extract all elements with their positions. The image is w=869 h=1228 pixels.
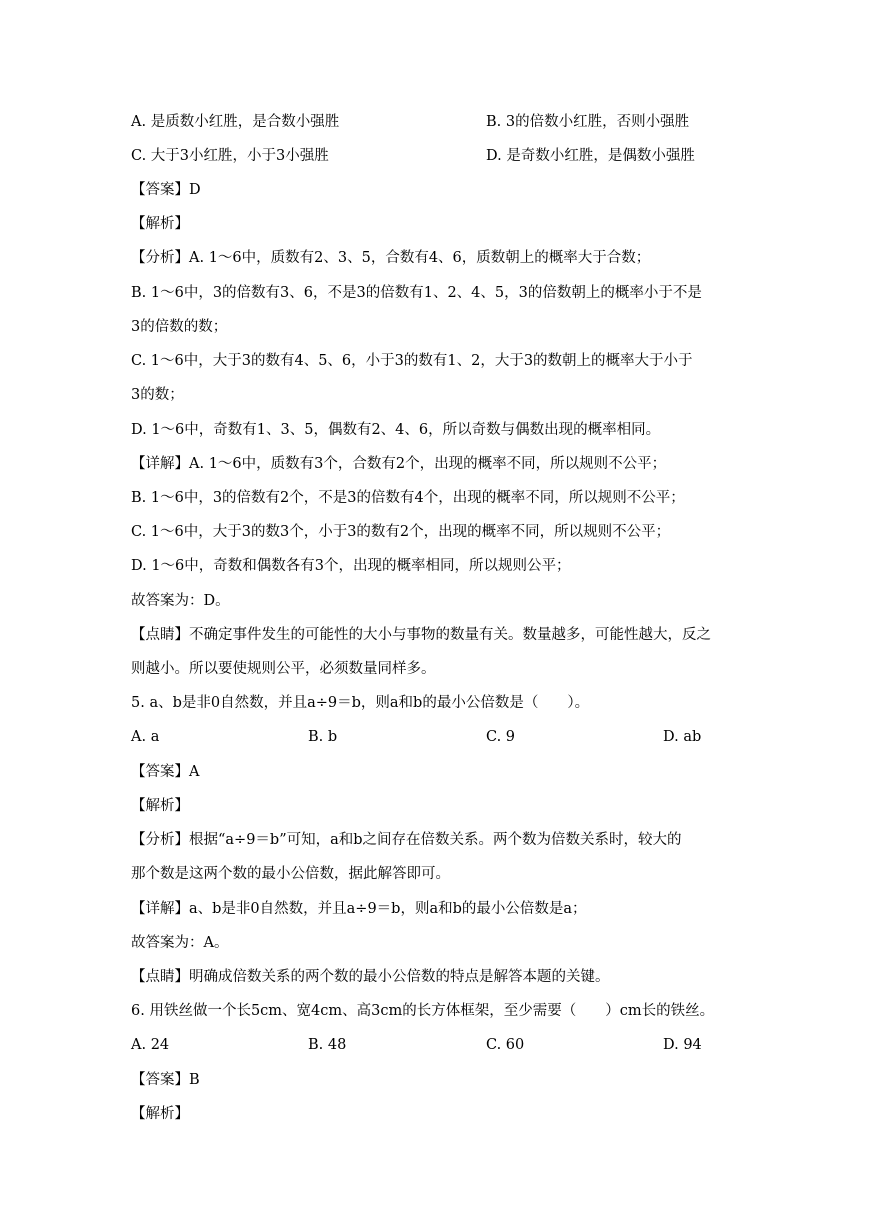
q4-fenxi-line: C. 1～6中，大于3的数有4、5、6，小于3的数有1、2，大于3的数朝上的概率大于小于 [131,353,693,369]
q4-analysis-heading: 【解析】 [131,216,189,232]
q4-option-c: C. 大于3小红胜，小于3小强胜 [131,148,329,164]
q5-conclusion: 故答案为：A。 [131,935,229,951]
q4-option-d: D. 是奇数小红胜，是偶数小强胜 [486,148,695,164]
q5-stem: 5. a、b是非0自然数，并且a÷9＝b，则a和b的最小公倍数是（ ）。 [131,695,590,711]
q5-option-c: C. 9 [486,729,516,745]
q6-option-d: D. 94 [663,1037,702,1053]
q6-option-c: C. 60 [486,1037,525,1053]
q5-answer: 【答案】A [131,764,200,780]
q5-option-d: D. ab [663,729,702,745]
q6-stem: 6. 用铁丝做一个长5cm、宽4cm、高3cm的长方体框架，至少需要（ ）cm长的铁丝。 [131,1003,715,1019]
q4-answer: 【答案】D [131,182,201,198]
q4-fenxi-line: 【分析】A. 1～6中，质数有2、3、5，合数有4、6，质数朝上的概率大于合数； [131,250,651,266]
q4-fenxi-line: D. 1～6中，奇数有1、3、5，偶数有2、4、6，所以奇数与偶数出现的概率相同。 [131,422,661,438]
q4-option-a: A. 是质数小红胜，是合数小强胜 [131,114,340,130]
q4-fenxi-line: 3的数； [131,387,184,403]
q6-option-a: A. 24 [131,1037,170,1053]
q5-analysis-heading: 【解析】 [131,798,189,814]
q4-xiangjie-line: B. 1～6中，3的倍数有2个，不是3的倍数有4个，出现的概率不同，所以规则不公平； [131,490,685,506]
q6-option-b: B. 48 [308,1037,347,1053]
q4-option-b: B. 3的倍数小红胜，否则小强胜 [486,114,690,130]
q5-fenxi-line: 那个数是这两个数的最小公倍数，据此解答即可。 [131,866,450,882]
q5-dianjing: 【点睛】明确成倍数关系的两个数的最小公倍数的特点是解答本题的关键。 [131,969,610,985]
q4-xiangjie-line: C. 1～6中，大于3的数3个，小于3的数有2个，出现的概率不同，所以规则不公平； [131,524,671,540]
q5-option-b: B. b [308,729,338,745]
q5-option-a: A. a [131,729,160,745]
q4-dianjing-line: 则越小。所以要使规则公平，必须数量同样多。 [131,661,436,677]
q4-xiangjie-line: D. 1～6中，奇数和偶数各有3个，出现的概率相同，所以规则公平； [131,558,571,574]
q5-xiangjie: 【详解】a、b是非0自然数，并且a÷9＝b，则a和b的最小公倍数是a； [131,901,587,917]
q4-xiangjie-line: 【详解】A. 1～6中，质数有3个，合数有2个，出现的概率不同，所以规则不公平； [131,456,667,472]
q4-fenxi-line: B. 1～6中，3的倍数有3、6，不是3的倍数有1、2、4、5，3的倍数朝上的概率小于不是 [131,285,702,301]
q4-dianjing-line: 【点睛】不确定事件发生的可能性的大小与事物的数量有关。数量越多，可能性越大，反之 [131,627,711,643]
q5-fenxi-line: 【分析】根据“a÷9＝b”可知，a和b之间存在倍数关系。两个数为倍数关系时，较大的 [131,832,682,848]
q4-conclusion: 故答案为：D。 [131,593,230,609]
q4-fenxi-line: 3的倍数的数； [131,319,228,335]
q6-analysis-heading: 【解析】 [131,1106,189,1122]
q6-answer: 【答案】B [131,1072,200,1088]
